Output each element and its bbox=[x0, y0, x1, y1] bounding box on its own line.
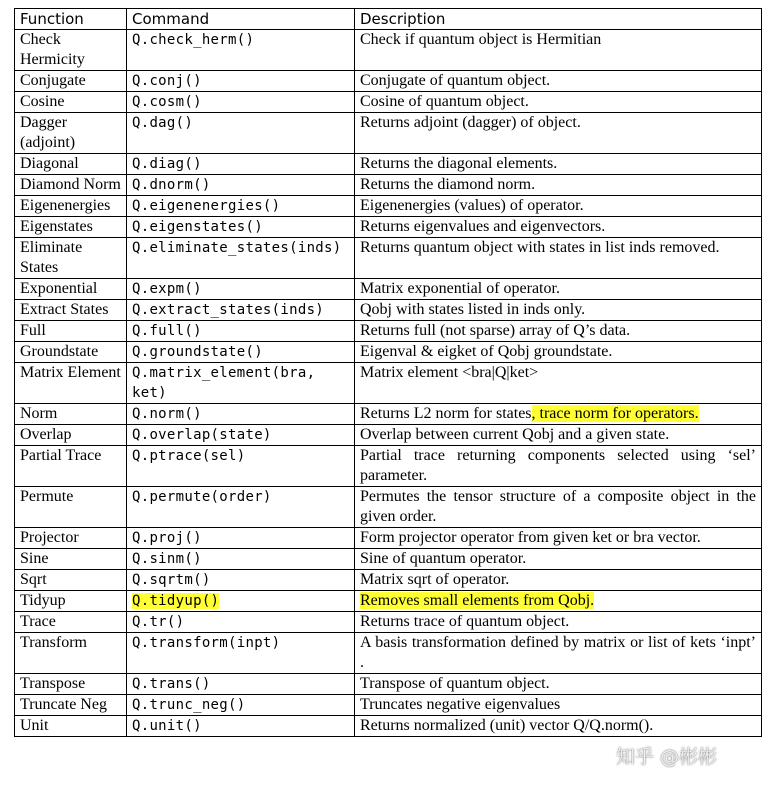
qobj-function-table bbox=[14, 8, 762, 737]
table-row bbox=[15, 154, 762, 175]
command-text: Q.norm() bbox=[132, 406, 202, 422]
function-name: Sine bbox=[15, 549, 127, 570]
table-row bbox=[15, 612, 762, 633]
description-text: Eigenenergies (values) of operator. bbox=[360, 197, 584, 214]
command-text: Q.proj() bbox=[132, 530, 202, 546]
command-text: Q.matrix_element(bra, ket) bbox=[132, 365, 316, 401]
table-row bbox=[15, 238, 762, 279]
command-cell bbox=[127, 30, 355, 71]
command-text: Q.sqrtm() bbox=[132, 572, 211, 588]
table-row bbox=[15, 528, 762, 549]
function-name: Matrix Element bbox=[15, 363, 127, 404]
function-name: Diamond Norm bbox=[15, 175, 127, 196]
table-row bbox=[15, 446, 762, 487]
watermark: 知乎 @彬彬 bbox=[616, 746, 718, 768]
description-text: Cosine of quantum object. bbox=[360, 93, 529, 110]
description-text: Returns the diamond norm. bbox=[360, 176, 536, 193]
description-cell bbox=[355, 570, 762, 591]
description-cell bbox=[355, 154, 762, 175]
description-text: Returns trace of quantum object. bbox=[360, 613, 570, 630]
description-cell bbox=[355, 342, 762, 363]
table-row bbox=[15, 113, 762, 154]
function-name: Diagonal bbox=[15, 154, 127, 175]
command-text: Q.trans() bbox=[132, 676, 211, 692]
description-cell bbox=[355, 196, 762, 217]
command-cell bbox=[127, 591, 355, 612]
command-cell bbox=[127, 92, 355, 113]
table-row bbox=[15, 633, 762, 674]
command-text: Q.eigenenergies() bbox=[132, 198, 281, 214]
description-text: Form projector operator from given ket or bra vector. bbox=[360, 529, 701, 546]
command-cell bbox=[127, 363, 355, 404]
command-text: Q.tr() bbox=[132, 614, 185, 630]
function-name: Unit bbox=[15, 716, 127, 737]
command-cell bbox=[127, 612, 355, 633]
function-name: Truncate Neg bbox=[15, 695, 127, 716]
table-row bbox=[15, 570, 762, 591]
description-text: Matrix element <bra|Q|ket> bbox=[360, 364, 539, 381]
description-cell bbox=[355, 716, 762, 737]
description-text: Matrix exponential of operator. bbox=[360, 280, 560, 297]
command-cell bbox=[127, 549, 355, 570]
command-cell bbox=[127, 71, 355, 92]
description-cell bbox=[355, 363, 762, 404]
function-name: Tidyup bbox=[15, 591, 127, 612]
description-text: Eigenval & eigket of Qobj groundstate. bbox=[360, 343, 613, 360]
command-cell bbox=[127, 321, 355, 342]
description-text: Overlap between current Qobj and a given state. bbox=[360, 426, 670, 443]
description-text: Truncates negative eigenvalues bbox=[360, 696, 561, 713]
table-row bbox=[15, 279, 762, 300]
command-text: Q.eliminate_states(inds) bbox=[132, 240, 342, 256]
table-row bbox=[15, 321, 762, 342]
function-name: Sqrt bbox=[15, 570, 127, 591]
function-name: Groundstate bbox=[15, 342, 127, 363]
header-function: Function bbox=[15, 9, 127, 30]
command-text: Q.sinm() bbox=[132, 551, 202, 567]
function-name: Transform bbox=[15, 633, 127, 674]
table-row bbox=[15, 71, 762, 92]
description-cell bbox=[355, 238, 762, 279]
command-text: Q.overlap(state) bbox=[132, 427, 272, 443]
description-text: Returns normalized (unit) vector Q/Q.norm(). bbox=[360, 717, 654, 734]
header-command: Command bbox=[127, 9, 355, 30]
description-text-highlighted: Removes small elements from Qobj. bbox=[360, 592, 595, 609]
description-cell bbox=[355, 528, 762, 549]
command-cell bbox=[127, 487, 355, 528]
function-name: Full bbox=[15, 321, 127, 342]
command-text: Q.extract_states(inds) bbox=[132, 302, 325, 318]
command-cell bbox=[127, 425, 355, 446]
command-text: Q.dnorm() bbox=[132, 177, 211, 193]
header-description: Description bbox=[355, 9, 762, 30]
command-cell bbox=[127, 716, 355, 737]
description-cell bbox=[355, 279, 762, 300]
description-cell bbox=[355, 321, 762, 342]
table-row bbox=[15, 92, 762, 113]
function-name: Conjugate bbox=[15, 71, 127, 92]
command-cell bbox=[127, 196, 355, 217]
description-text: Check if quantum object is Hermitian bbox=[360, 31, 602, 48]
command-cell bbox=[127, 446, 355, 487]
function-name: Eigenenergies bbox=[15, 196, 127, 217]
description-text: Returns L2 norm for states bbox=[360, 405, 532, 422]
function-name: Permute bbox=[15, 487, 127, 528]
description-cell bbox=[355, 425, 762, 446]
command-cell bbox=[127, 113, 355, 154]
description-cell bbox=[355, 404, 762, 425]
table-row bbox=[15, 674, 762, 695]
command-cell bbox=[127, 279, 355, 300]
command-text-highlighted: Q.tidyup() bbox=[132, 593, 220, 609]
table-row bbox=[15, 487, 762, 528]
description-cell bbox=[355, 217, 762, 238]
command-text: Q.eigenstates() bbox=[132, 219, 263, 235]
command-cell bbox=[127, 633, 355, 674]
description-text: Matrix sqrt of operator. bbox=[360, 571, 510, 588]
command-text: Q.dag() bbox=[132, 115, 194, 131]
description-text: Sine of quantum operator. bbox=[360, 550, 527, 567]
table-row bbox=[15, 196, 762, 217]
description-cell bbox=[355, 71, 762, 92]
description-text-highlighted: , trace norm for operators. bbox=[531, 405, 699, 422]
description-text: Returns adjoint (dagger) of object. bbox=[360, 114, 581, 131]
function-name: Exponential bbox=[15, 279, 127, 300]
description-cell bbox=[355, 30, 762, 71]
table-row bbox=[15, 363, 762, 404]
function-name: Eliminate States bbox=[15, 238, 127, 279]
command-cell bbox=[127, 175, 355, 196]
command-cell bbox=[127, 674, 355, 695]
table-row bbox=[15, 716, 762, 737]
table-row bbox=[15, 30, 762, 71]
command-text: Q.conj() bbox=[132, 73, 202, 89]
description-text: Partial trace returning components selected using ‘sel’ parameter. bbox=[360, 447, 756, 484]
table-body bbox=[15, 30, 762, 737]
description-cell bbox=[355, 591, 762, 612]
function-name: Partial Trace bbox=[15, 446, 127, 487]
header-row bbox=[15, 9, 762, 30]
command-cell bbox=[127, 342, 355, 363]
description-text: Returns eigenvalues and eigenvectors. bbox=[360, 218, 606, 235]
description-cell bbox=[355, 446, 762, 487]
command-cell bbox=[127, 217, 355, 238]
description-cell bbox=[355, 633, 762, 674]
command-text: Q.diag() bbox=[132, 156, 202, 172]
table-row bbox=[15, 342, 762, 363]
command-text: Q.expm() bbox=[132, 281, 202, 297]
command-text: Q.cosm() bbox=[132, 94, 202, 110]
command-text: Q.ptrace(sel) bbox=[132, 448, 246, 464]
command-text: Q.groundstate() bbox=[132, 344, 263, 360]
table-row bbox=[15, 591, 762, 612]
function-name: Cosine bbox=[15, 92, 127, 113]
description-text: Returns full (not sparse) array of Q’s data. bbox=[360, 322, 631, 339]
description-text: Qobj with states listed in inds only. bbox=[360, 301, 586, 318]
function-name: Projector bbox=[15, 528, 127, 549]
command-text: Q.permute(order) bbox=[132, 489, 272, 505]
description-cell bbox=[355, 300, 762, 321]
command-text: Q.trunc_neg() bbox=[132, 697, 246, 713]
command-cell bbox=[127, 404, 355, 425]
command-cell bbox=[127, 300, 355, 321]
description-text: Returns the diagonal elements. bbox=[360, 155, 558, 172]
function-name: Overlap bbox=[15, 425, 127, 446]
command-text: Q.check_herm() bbox=[132, 32, 255, 48]
function-name: Norm bbox=[15, 404, 127, 425]
table-row bbox=[15, 425, 762, 446]
command-cell bbox=[127, 695, 355, 716]
command-cell bbox=[127, 238, 355, 279]
description-cell bbox=[355, 612, 762, 633]
function-table-container bbox=[14, 8, 761, 737]
table-row bbox=[15, 300, 762, 321]
command-text: Q.unit() bbox=[132, 718, 202, 734]
description-cell bbox=[355, 113, 762, 154]
command-text: Q.transform(inpt) bbox=[132, 635, 281, 651]
table-row bbox=[15, 404, 762, 425]
description-cell bbox=[355, 487, 762, 528]
table-row bbox=[15, 549, 762, 570]
description-text: Transpose of quantum object. bbox=[360, 675, 550, 692]
description-text: Returns quantum object with states in list inds removed. bbox=[360, 239, 720, 256]
table-row bbox=[15, 175, 762, 196]
function-name: Transpose bbox=[15, 674, 127, 695]
command-cell bbox=[127, 528, 355, 549]
command-cell bbox=[127, 154, 355, 175]
description-text: Conjugate of quantum object. bbox=[360, 72, 551, 89]
function-name: Check Hermicity bbox=[15, 30, 127, 71]
command-text: Q.full() bbox=[132, 323, 202, 339]
function-name: Eigenstates bbox=[15, 217, 127, 238]
description-cell bbox=[355, 549, 762, 570]
table-row bbox=[15, 217, 762, 238]
command-cell bbox=[127, 570, 355, 591]
description-cell bbox=[355, 92, 762, 113]
function-name: Trace bbox=[15, 612, 127, 633]
table-row bbox=[15, 695, 762, 716]
description-text: A basis transformation defined by matrix or list of kets ‘inpt’ . bbox=[360, 634, 756, 671]
function-name: Dagger (adjoint) bbox=[15, 113, 127, 154]
function-name: Extract States bbox=[15, 300, 127, 321]
description-cell bbox=[355, 674, 762, 695]
description-cell bbox=[355, 695, 762, 716]
description-cell bbox=[355, 175, 762, 196]
description-text: Permutes the tensor structure of a composite object in the given order. bbox=[360, 488, 756, 525]
